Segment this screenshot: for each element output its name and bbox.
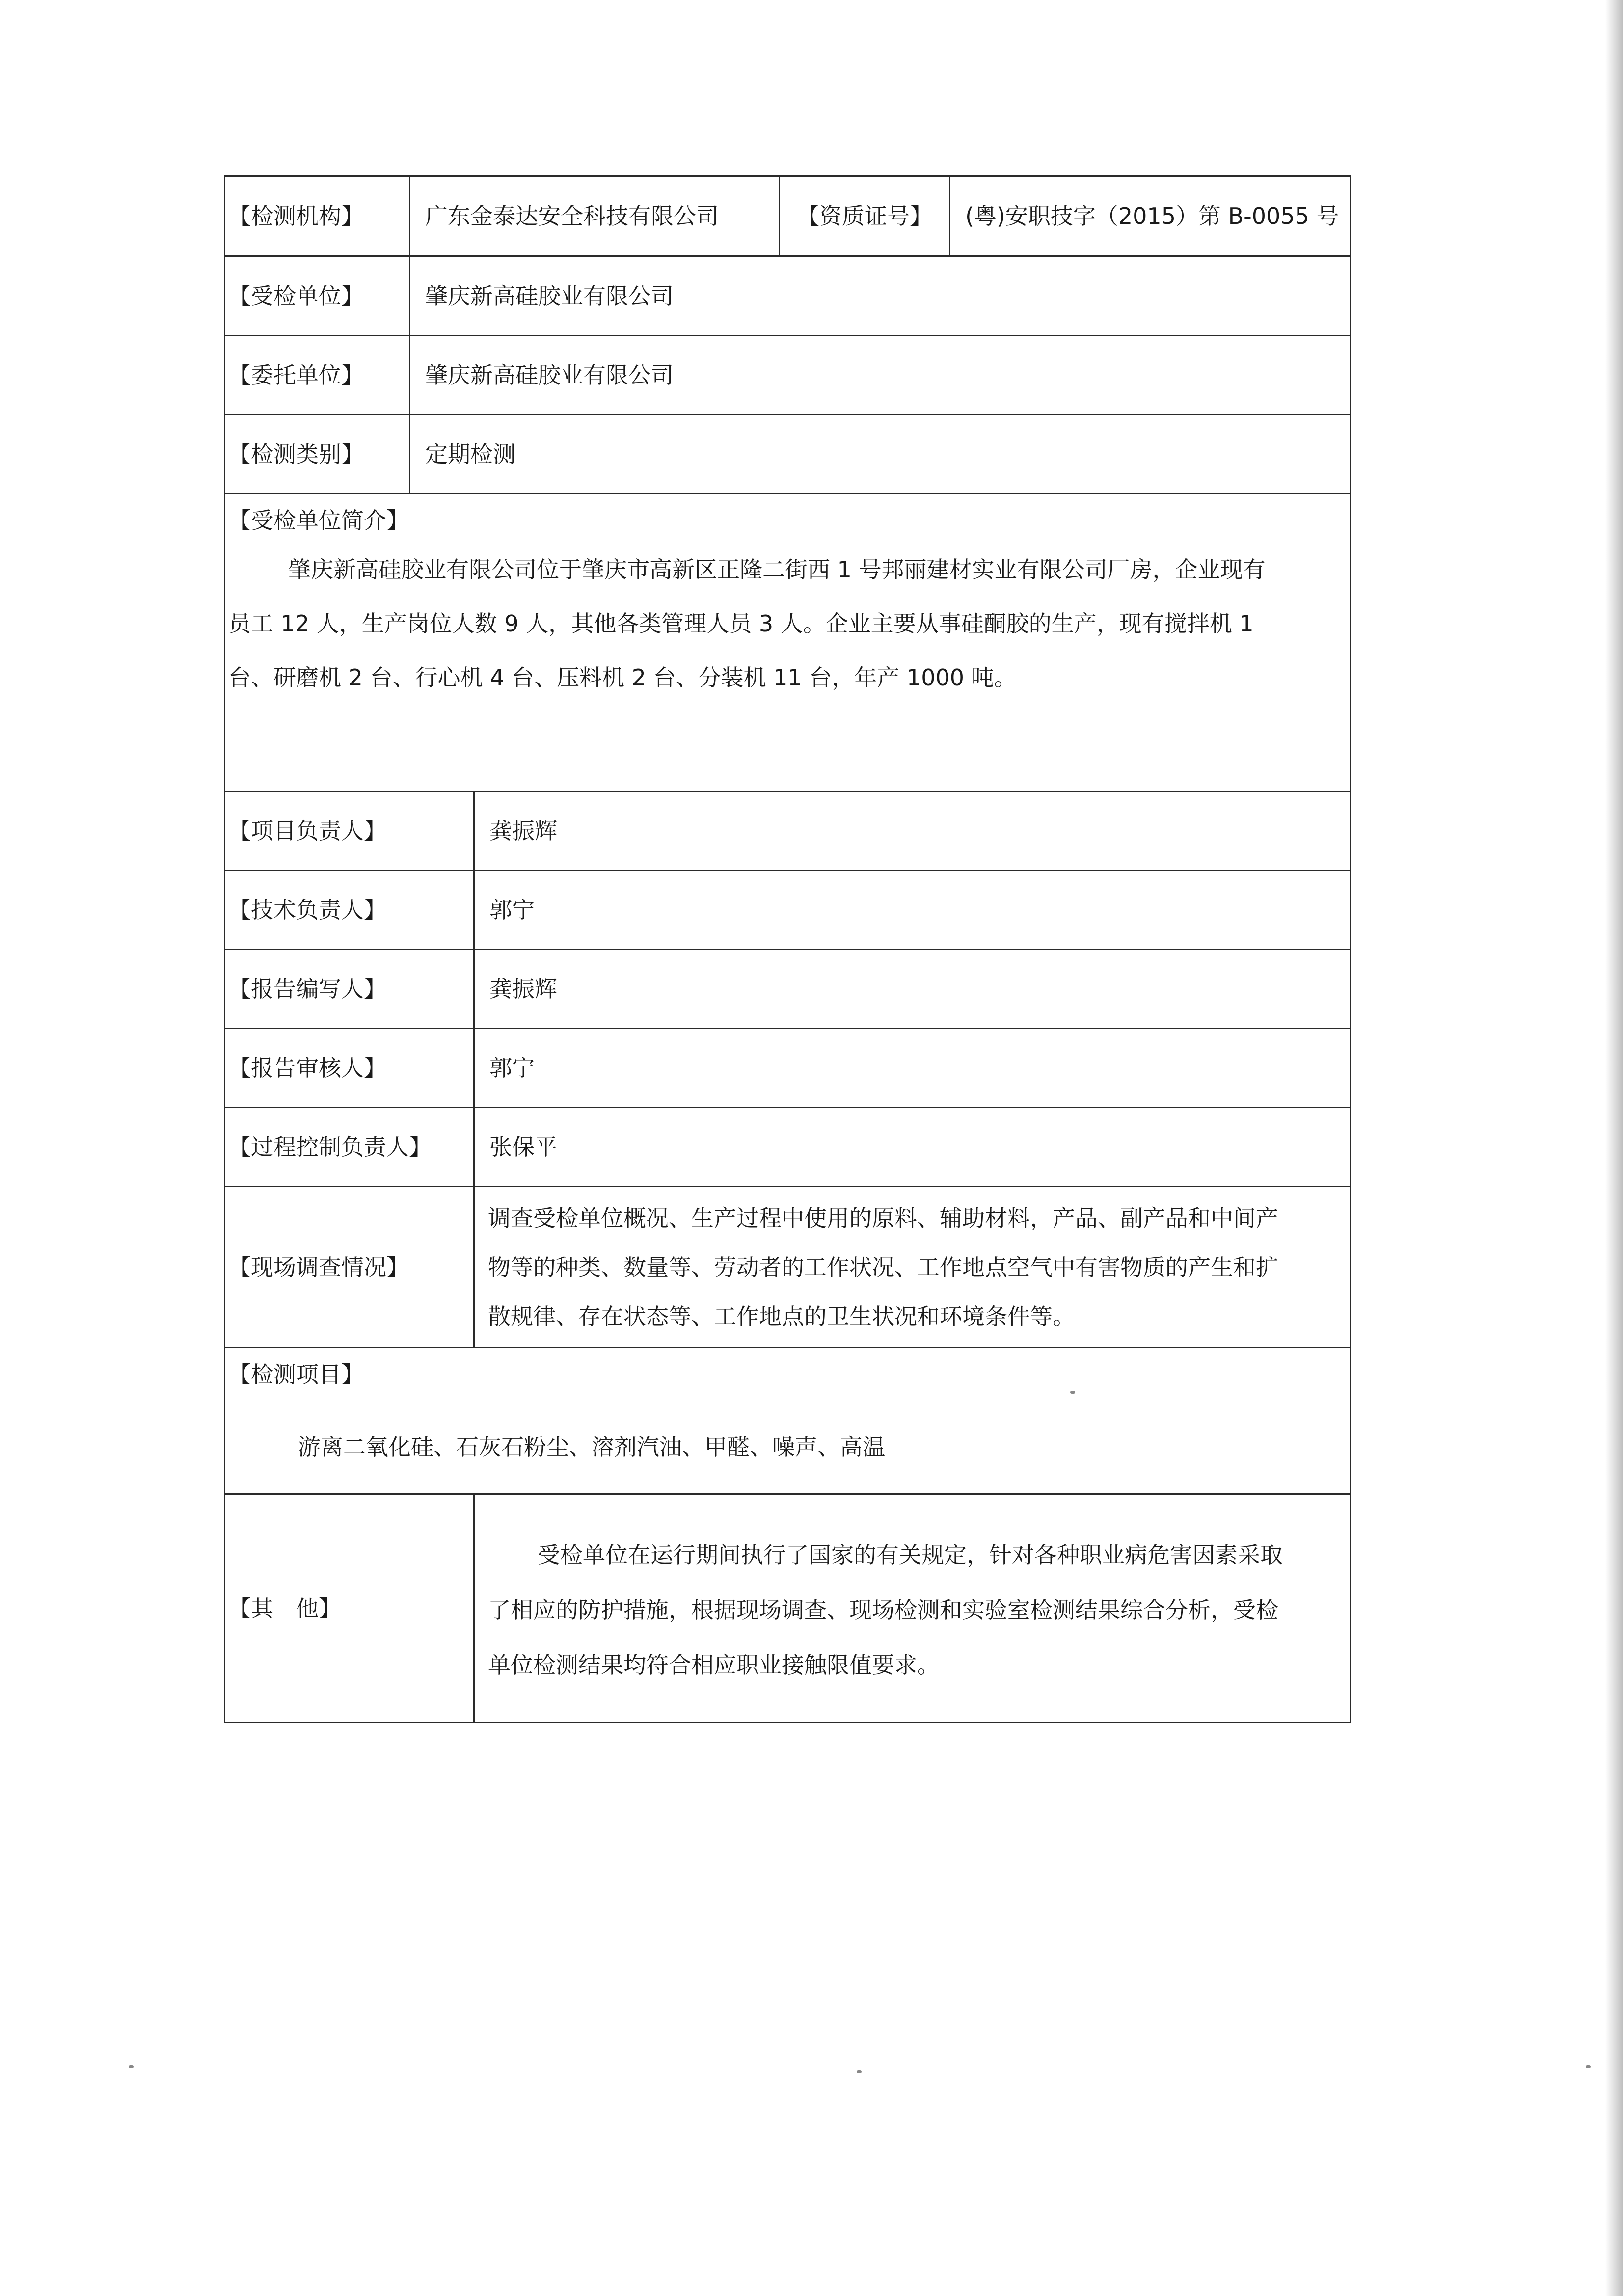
inspected-unit-label: 【受检单位】	[228, 282, 364, 309]
report-writer-label: 【报告编写人】	[228, 976, 386, 1002]
profile-line-3: 台、研磨机 2 台、行心机 4 台、压料机 2 台、分装机 11 台，年产 1000 吨。	[228, 664, 1017, 691]
other-line-1: 受检单位在运行期间执行了国家的有关规定，针对各种职业病危害因素采取	[538, 1542, 1283, 1568]
table-row-profile	[225, 493, 1350, 791]
report-writer-value: 龚振辉	[473, 950, 1350, 1028]
table-row-items	[225, 1347, 1350, 1493]
scan-speck	[1070, 1391, 1075, 1394]
table-row-project-lead	[225, 791, 1350, 870]
profile-label: 【受检单位简介】	[228, 507, 409, 534]
scan-speck	[129, 2065, 134, 2068]
process-lead-label: 【过程控制负责人】	[228, 1134, 432, 1160]
survey-line-1: 调查受检单位概况、生产过程中使用的原料、辅助材料，产品、副产品和中间产	[488, 1205, 1278, 1231]
table-row-org	[225, 177, 1350, 255]
cert-value: (粤)安职技字（2015）第 B-0055 号	[949, 177, 1350, 255]
report-reviewer-label: 【报告审核人】	[228, 1055, 386, 1081]
table-row-tech-lead	[225, 870, 1350, 949]
scan-speck	[857, 2070, 862, 2073]
table-row-survey	[225, 1186, 1350, 1347]
table-row-client-unit	[225, 335, 1350, 414]
table-row-report-reviewer	[225, 1028, 1350, 1107]
org-label: 【检测机构】	[228, 203, 364, 229]
org-value: 广东金泰达安全科技有限公司	[409, 177, 779, 255]
test-type-value: 定期检测	[409, 415, 1350, 493]
other-label: 【其 他】	[228, 1595, 341, 1622]
survey-line-2: 物等的种类、数量等、劳动者的工作状况、工作地点空气中有害物质的产生和扩	[488, 1254, 1278, 1281]
survey-line-3: 散规律、存在状态等、工作地点的卫生状况和环境条件等。	[488, 1303, 1075, 1330]
items-label: 【检测项目】	[228, 1361, 364, 1388]
table-row-report-writer	[225, 949, 1350, 1028]
table-row-process-lead	[225, 1107, 1350, 1186]
scan-speck	[1586, 2065, 1591, 2068]
table-row-other	[225, 1493, 1350, 1722]
inspected-unit-value: 肇庆新高硅胶业有限公司	[409, 257, 1350, 335]
profile-line-1: 肇庆新高硅胶业有限公司位于肇庆市高新区正隆二街西 1 号邦丽建材实业有限公司厂房，企业现有	[288, 556, 1266, 583]
client-unit-value: 肇庆新高硅胶业有限公司	[409, 336, 1350, 414]
table-row-test-type	[225, 414, 1350, 493]
scan-edge-shadow	[1605, 0, 1623, 2296]
project-lead-label: 【项目负责人】	[228, 818, 386, 844]
profile-line-2: 员工 12 人，生产岗位人数 9 人，其他各类管理人员 3 人。企业主要从事硅酮胶的生产，现有搅拌机 1	[228, 610, 1254, 637]
inspection-info-table	[224, 175, 1351, 1723]
tech-lead-label: 【技术负责人】	[228, 897, 386, 923]
other-line-2: 了相应的防护措施，根据现场调查、现场检测和实验室检测结果综合分析，受检	[488, 1597, 1278, 1623]
items-value: 游离二氧化硅、石灰石粉尘、溶剂汽油、甲醛、噪声、高温	[298, 1434, 885, 1460]
test-type-label: 【检测类别】	[228, 441, 364, 467]
cert-label: 【资质证号】	[779, 177, 949, 255]
project-lead-value: 龚振辉	[473, 792, 1350, 870]
client-unit-label: 【委托单位】	[228, 362, 364, 388]
other-line-3: 单位检测结果均符合相应职业接触限值要求。	[488, 1652, 940, 1678]
tech-lead-value: 郭宁	[473, 871, 1350, 949]
process-lead-value: 张保平	[473, 1108, 1350, 1186]
survey-label: 【现场调查情况】	[228, 1254, 409, 1281]
report-reviewer-value: 郭宁	[473, 1029, 1350, 1107]
table-row-inspected-unit	[225, 255, 1350, 335]
